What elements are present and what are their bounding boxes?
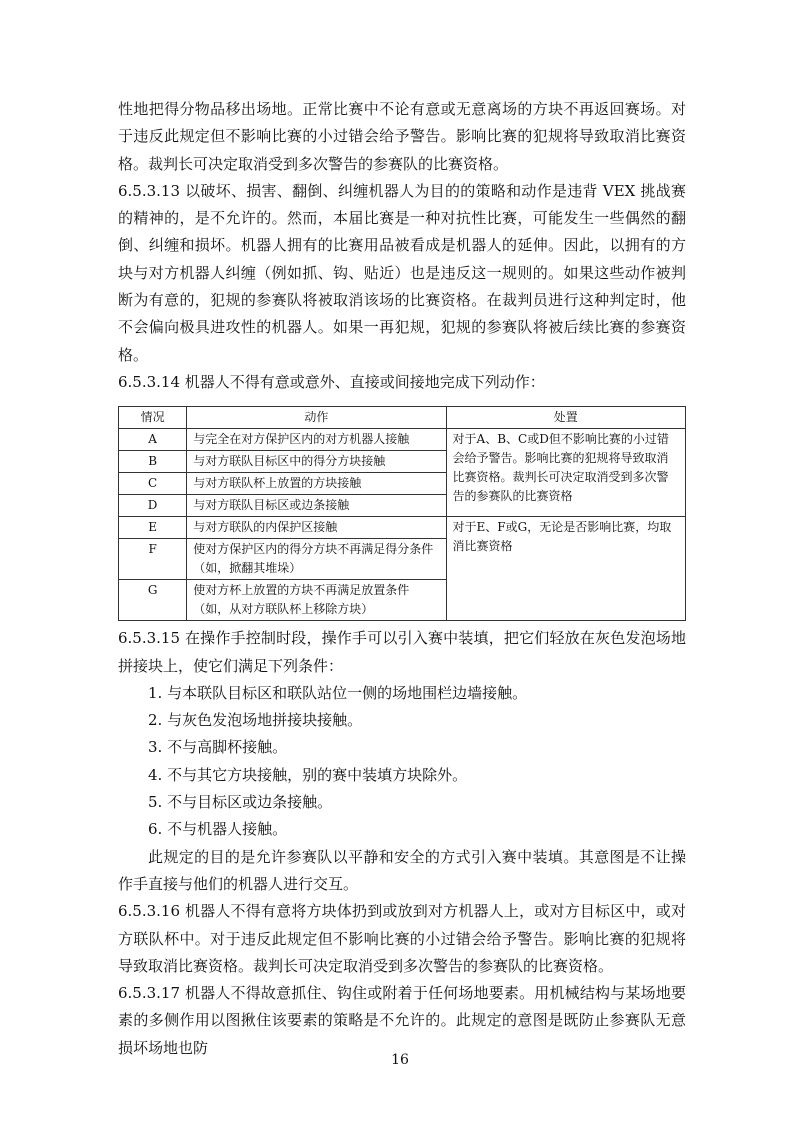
case-label: B [119, 451, 187, 473]
header-case: 情况 [119, 407, 187, 429]
action-cell: 与对方联队目标区或边条接触 [187, 495, 446, 517]
action-cell: 与对方联队杯上放置的方块接触 [187, 473, 446, 495]
case-label: E [119, 517, 187, 539]
rule-6-5-3-13: 6.5.3.13 以破坏、损害、翻倒、纠缠机器人为目的的策略和动作是违背 VEX 挑战赛的精神的，是不允许的。然而，本届比赛是一种对抗性比赛，可能发生一些偶然的翻倒、纠缠和损坏。机器人拥有的比赛用品被看成是机器人的延伸。因此，以拥有的方块与对方机器人纠缠（例如抓、钩、贴近）也是违反这一规则的。如果这些动作被判断为有意的，犯规的参赛队将被取消该场的比赛资格。在裁判员进行这种判定时，他不会偏向极具进攻性的机器人。如果一再犯规，犯规的参赛队将被后续比赛的参赛资格。 [118, 181, 686, 364]
header-action: 动作 [187, 407, 446, 429]
case-label: A [119, 429, 187, 451]
action-cell: 与对方联队的内保护区接触 [187, 517, 446, 539]
list-item: 1. 与本联队目标区和联队站位一侧的场地围栏边墙接触。 [148, 683, 528, 702]
list-item: 2. 与灰色发泡场地拼接块接触。 [148, 711, 363, 730]
list-item: 4. 不与其它方块接触，别的赛中装填方块除外。 [148, 765, 468, 784]
rule-6-5-3-14: 6.5.3.14 机器人不得有意或意外、直接或间接地完成下列动作： [118, 372, 545, 391]
rule-6-5-3-15: 6.5.3.15 在操作手控制时段，操作手可以引入赛中装填，把它们轻放在灰色发泡场地拼接块上，使它们满足下列条件： [118, 629, 686, 675]
table-header-row [119, 407, 686, 429]
list-item: 6. 不与机器人接触。 [148, 820, 288, 839]
case-label: C [119, 473, 187, 495]
rule-6-5-3-16: 6.5.3.16 机器人不得有意将方块体扔到或放到对方机器人上，或对方目标区中，或对方联队杯中。对于违反此规定但不影响比赛的小过错会给予警告。影响比赛的犯规将导致取消比赛资格。裁判长可决定取消受到多次警告的参赛队的比赛资格。 [118, 902, 686, 975]
list-item: 5. 不与目标区或边条接触。 [148, 793, 333, 812]
case-label: D [119, 495, 187, 517]
handling-cell: 对于E、F或G，无论是否影响比赛，均取消比赛资格 [446, 517, 685, 621]
table-row [119, 517, 686, 539]
header-handling: 处置 [446, 407, 685, 429]
page-content [118, 96, 686, 1062]
action-cell: 与完全在对方保护区内的对方机器人接触 [187, 429, 446, 451]
action-cell: 与对方联队目标区中的得分方块接触 [187, 451, 446, 473]
action-cell: 使对方保护区内的得分方块不再满足得分条件（如，掀翻其堆垛） [187, 539, 446, 580]
handling-cell: 对于A、B、C或D但不影响比赛的小过错会给予警告。影响比赛的犯规将导致取消比赛资格。裁判长可决定取消受到多次警告的参赛队的比赛资格 [446, 429, 685, 517]
list-item: 3. 不与高脚杯接触。 [148, 738, 288, 757]
conditions-list [118, 680, 686, 844]
case-label: G [119, 580, 187, 621]
page-number: 16 [391, 1052, 409, 1068]
action-cell: 使对方杯上放置的方块不再满足放置条件（如，从对方联队杯上移除方块） [187, 580, 446, 621]
rule-6-5-3-15-intent: 此规定的目的是允许参赛队以平静和安全的方式引入赛中装填。其意图是不让操作手直接与他们的机器人进行交互。 [118, 847, 686, 893]
violation-table [118, 406, 686, 621]
table-row [119, 429, 686, 451]
paragraph-continuation: 性地把得分物品移出场地。正常比赛中不论有意或无意离场的方块不再返回赛场。对于违反此规定但不影响比赛的小过错会给予警告。影响比赛的犯规将导致取消比赛资格。裁判长可决定取消受到多次警告的参赛队的比赛资格。 [118, 100, 686, 173]
case-label: F [119, 539, 187, 580]
rule-6-5-3-17: 6.5.3.17 机器人不得故意抓住、钩住或附着于任何场地要素。用机械结构与某场地要素的多侧作用以图揪住该要素的策略是不允许的。此规定的意图是既防止参赛队无意损坏场地也防 [118, 984, 686, 1057]
